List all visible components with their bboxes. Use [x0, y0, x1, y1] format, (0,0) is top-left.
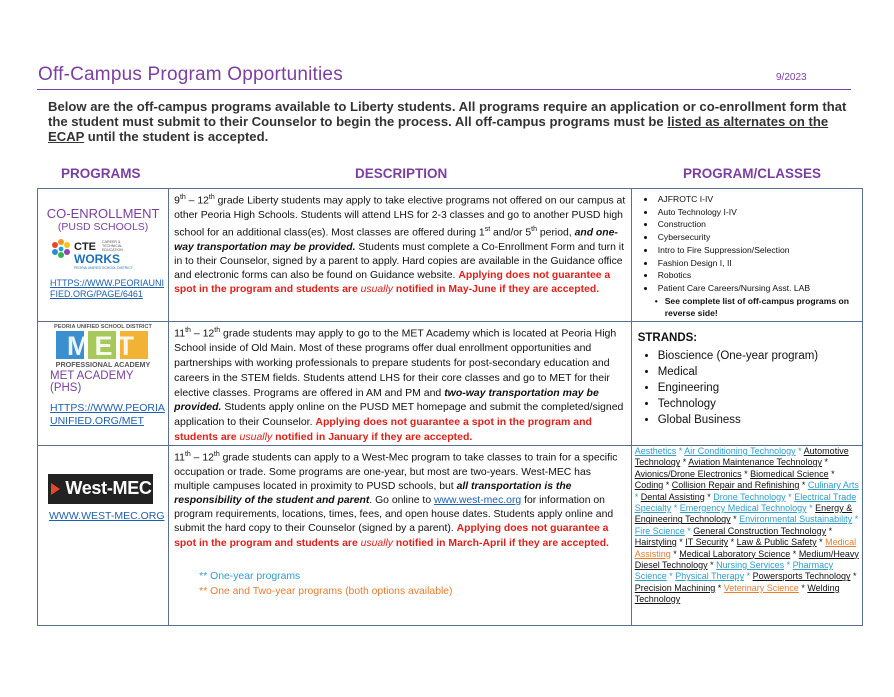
westmec-program-link[interactable]: Medium/Heavy Diesel Technology: [634, 548, 859, 570]
separator-star: *: [850, 571, 857, 582]
page-title: Off-Campus Program Opportunities: [38, 64, 343, 85]
westmec-program-link[interactable]: Automotive Technology: [634, 445, 849, 468]
desc-sup: th: [184, 450, 191, 458]
westmec-inline-link[interactable]: www.west-mec.org: [434, 494, 522, 506]
westmec-program-link[interactable]: Biomedical Science: [750, 468, 829, 479]
desc-text: – 12: [190, 452, 214, 464]
classes-cell-met: [631, 322, 862, 446]
westmec-program-link[interactable]: Avionics/Drone Electronics: [634, 468, 742, 479]
desc-warning: Applying does not guarantee a spot in the program and students are: [174, 269, 611, 296]
westmec-program-link[interactable]: Medical Laboratory Science: [679, 548, 791, 559]
desc-warning-italic: usually: [360, 537, 393, 549]
description-westmec: [169, 446, 631, 551]
class-list-item: • Cybersecurity: [656, 231, 862, 244]
separator-star: *: [666, 571, 676, 582]
classes-cell-westmec: [631, 445, 862, 625]
program-cell-coenrollment: [38, 189, 169, 322]
westmec-program-link[interactable]: Precision Machining: [634, 582, 716, 593]
met-logo-letters: MET: [67, 331, 140, 361]
program-sub-coenrollment: (PUSD SCHOOLS): [57, 221, 149, 233]
description-cell-westmec: [169, 445, 632, 625]
desc-text: – 12: [190, 327, 215, 340]
desc-text: 11: [174, 452, 185, 464]
coenrollment-link[interactable]: HTTPS://WWW.PEORIAUNIFIED.ORG/PAGE/6461: [50, 278, 164, 299]
westmec-programs-list: [632, 446, 862, 606]
west-mec-logo: [48, 474, 153, 504]
separator-star: *: [852, 514, 859, 525]
description-cell-coenrollment: [169, 189, 632, 322]
class-list-item: • Auto Technology I-IV: [656, 206, 862, 219]
description-met: [169, 322, 631, 445]
desc-emphasis: all transportation is the responsibility of the student and parent: [174, 480, 572, 506]
separator-star: *: [671, 502, 680, 513]
met-logo-district: PEORIA UNIFIED SCHOOL DISTRICT: [54, 324, 153, 330]
title-divider: [37, 89, 851, 90]
class-list-item: • Robotics: [656, 269, 862, 282]
classes-note: • See complete list of off-campus programs on reverse side!: [632, 295, 862, 320]
intro-text-2: until the student is accepted.: [84, 129, 269, 144]
separator-star: *: [676, 445, 685, 456]
westmec-link[interactable]: WWW.WEST-MEC.ORG: [49, 509, 165, 522]
cte-works-logo-graphic: [48, 236, 158, 272]
desc-text: 9: [174, 195, 180, 207]
westmec-program-link[interactable]: Electrical Trade Specialty: [634, 491, 857, 513]
desc-warning: notified in March-April if they are accepted.: [393, 537, 609, 549]
westmec-program-link[interactable]: Dental Assisting: [640, 491, 705, 502]
strands-label: STRANDS:: [637, 332, 698, 344]
separator-star: *: [704, 491, 714, 502]
separator-star: *: [676, 537, 686, 548]
separator-star: *: [728, 537, 737, 548]
separator-star: *: [790, 548, 799, 559]
desc-warning: notified in May-June if they are accepted.: [393, 284, 600, 296]
class-list-item: • Intro to Fire Suppression/Selection: [656, 244, 862, 257]
classes-note-text: See complete list of off-campus programs on reverse side!: [664, 295, 850, 319]
separator-star: *: [684, 525, 694, 536]
westmec-program-link[interactable]: Powersports Technology: [752, 571, 851, 582]
desc-emphasis: and one-way transportation may be provided.: [174, 227, 618, 253]
strand-list-item: • Bioscience (One-year program): [658, 348, 862, 364]
desc-text: 11: [174, 327, 186, 340]
cte-logo-works: WORKS: [74, 252, 121, 266]
westmec-program-link[interactable]: Hairstyling: [634, 537, 677, 548]
legend-one-and-two-year: ** One and Two-year programs (both options available): [199, 585, 453, 597]
westmec-program-link[interactable]: Air Conditioning Technology: [684, 445, 796, 456]
classes-column-header: PROGRAM/CLASSES: [683, 166, 822, 181]
separator-star: *: [680, 457, 689, 468]
strands-list: [632, 348, 862, 428]
westmec-program-link[interactable]: Physical Therapy: [675, 571, 745, 582]
separator-star: *: [715, 582, 724, 593]
program-cell-met: [38, 322, 169, 446]
cte-logo-small-1: CAREER &: [102, 240, 121, 244]
westmec-program-link[interactable]: Culinary Arts: [807, 480, 859, 491]
met-logo-graphic: [44, 322, 162, 370]
desc-text: Students must complete a Co-Enrollment Form and turn it in to their Counselor, signed by a parent to apply. Hard copies are available in the Guidance office and electronic forms can also be found on Guidance website.: [174, 241, 625, 281]
westmec-program-link[interactable]: Drone Technology: [713, 491, 786, 502]
desc-text: Students apply online on the PUSD MET homepage and submit the completed/signed application to their Counselor.: [174, 401, 624, 429]
westmec-program-link[interactable]: Pharmacy Science: [634, 559, 834, 582]
separator-star: *: [730, 514, 740, 525]
desc-sup: st: [484, 225, 491, 233]
separator-star: *: [816, 537, 826, 548]
desc-sup: th: [185, 327, 191, 334]
programs-table: [37, 188, 863, 626]
description-column-header: DESCRIPTION: [355, 166, 448, 181]
separator-star: *: [670, 548, 680, 559]
desc-sup: th: [214, 327, 221, 334]
westmec-program-link[interactable]: Welding Technology: [634, 582, 840, 605]
strand-list-item: • Technology: [658, 396, 862, 412]
west-mec-logo-text: West-MEC: [65, 478, 152, 499]
cte-logo-small-2: TECHNICAL: [102, 244, 123, 248]
desc-text: . Go online to: [369, 494, 434, 506]
program-name-met: MET ACADEMY: [50, 370, 134, 382]
separator-star: *: [798, 582, 808, 593]
table-row-met: [38, 322, 863, 446]
westmec-program-link[interactable]: Veterinary Science: [723, 582, 799, 593]
separator-star: *: [785, 491, 795, 502]
separator-star: *: [795, 445, 804, 456]
programs-column-header: PROGRAMS: [61, 166, 141, 181]
westmec-program-link[interactable]: IT Security: [685, 537, 729, 548]
coenrollment-classes-list: [632, 193, 862, 295]
desc-sup: th: [531, 225, 538, 233]
desc-emphasis: two-way transportation may be provided.: [174, 386, 599, 414]
westmec-program-link[interactable]: Aviation Maintenance Technology: [688, 457, 823, 468]
program-sub-met: (PHS): [50, 382, 82, 394]
desc-text: for information on program requirements, locations, times, fees, and open house dates. Students apply online and submit the hard copy to their Counselor (signed by a parent).: [174, 494, 614, 535]
classes-cell-coenrollment: [631, 189, 862, 322]
westmec-program-link[interactable]: Aesthetics: [634, 445, 677, 456]
met-link[interactable]: HTTPS://WWW.PEORIAUNIFIED.ORG/MET: [50, 402, 165, 427]
cte-logo-word: CTE: [74, 241, 97, 253]
intro-underlined-text: listed as alternates on the ECAP: [48, 114, 829, 144]
separator-star: *: [826, 525, 833, 536]
desc-warning-italic: usually: [239, 431, 273, 444]
desc-sup: th: [208, 194, 215, 201]
program-cell-westmec: [38, 445, 169, 625]
separator-star: *: [741, 468, 751, 479]
separator-star: *: [634, 491, 641, 502]
desc-text: and/or 5: [490, 227, 532, 239]
desc-warning: Applying does not guarantee a spot in the program and students are: [174, 416, 592, 444]
cte-logo-small-3: EDUCATION: [102, 248, 123, 252]
strand-list-item: • Medical: [658, 364, 862, 380]
westmec-program-link[interactable]: Energy & Engineering Technology: [634, 502, 853, 525]
cte-logo-district: PEORIA UNIFIED SCHOOL DISTRICT: [74, 266, 133, 270]
description-coenrollment: [169, 189, 631, 297]
separator-star: *: [799, 480, 808, 491]
westmec-program-link[interactable]: Environmental Sustainability: [739, 514, 853, 525]
intro-text-1: Below are the off-campus programs available to Liberty students. All programs require an application or co-enrollment form that the student must submit to their Counselor to begin the process. All off-campus programs must be: [48, 99, 847, 129]
description-cell-met: [169, 322, 632, 446]
desc-text: grade students can apply to a West-Mec program to take classes to train for a specific occupation or trade. Some programs are one-year, but most are two-years. West-MEC has multiple campuses located in proximity to PUSD schools, but: [174, 452, 618, 492]
westmec-program-link[interactable]: Nursing Services: [716, 559, 785, 570]
program-name-coenrollment: CO-ENROLLMENT: [46, 206, 160, 221]
class-list-item: • Fashion Design I, II: [656, 257, 862, 270]
strand-list-item: • Engineering: [658, 380, 862, 396]
desc-warning: notified in January if they are accepted.: [272, 431, 473, 444]
desc-sup: th: [179, 194, 186, 201]
westmec-program-link[interactable]: Coding: [634, 480, 664, 491]
class-list-item: • Patient Care Careers/Nursing Asst. LAB: [656, 282, 862, 295]
desc-text: grade students may apply to go to the MET Academy which is located at Peoria High School inside of Old Main. Most of these programs offer dual enrollment opportunities and partnerships with working professionals to prepare students for post-secondary education and careers in the STEM fields. Students attend LHS for their core classes and go to MET for their elective classes. Programs are offered in AM and PM and: [174, 327, 617, 399]
intro-paragraph: [48, 99, 848, 144]
separator-star: *: [822, 457, 829, 468]
westmec-program-link[interactable]: Fire Science: [634, 525, 685, 536]
separator-star: *: [744, 571, 753, 582]
legend-one-year: ** One-year programs: [199, 570, 301, 582]
cte-works-logo: [38, 236, 168, 272]
class-list-item: • AJFROTC I-IV: [656, 193, 862, 206]
desc-text: grade Liberty students may apply to take elective programs not offered on our campus at other Peoria High Schools. Students will attend LHS for 2-3 classes and go to another PUSD high school for an additional class(es). Most classes are offered during 1: [174, 195, 626, 239]
class-list-item: • Construction: [656, 218, 862, 231]
desc-warning: Applying does not guarantee a spot in the program and students are: [174, 523, 609, 549]
separator-star: *: [784, 559, 793, 570]
westmec-program-link[interactable]: Collision Repair and Refinishing: [671, 480, 800, 491]
westmec-program-link[interactable]: Medical Assisting: [634, 537, 857, 559]
westmec-program-link[interactable]: General Construction Technology: [693, 525, 827, 536]
met-academy-logo: [38, 322, 168, 370]
west-mec-chevron-icon: [49, 481, 63, 497]
desc-sup: th: [213, 450, 220, 458]
date-label: 9/2023: [776, 72, 807, 83]
strand-list-item: • Global Business: [658, 412, 862, 428]
desc-warning-italic: usually: [360, 284, 393, 296]
table-row-westmec: [38, 445, 863, 625]
desc-text: – 12: [185, 195, 209, 207]
separator-star: *: [663, 480, 672, 491]
separator-star: *: [828, 468, 835, 479]
separator-star: *: [806, 502, 816, 513]
desc-text: period,: [537, 227, 575, 239]
westmec-program-link[interactable]: Law & Public Safety: [736, 537, 817, 548]
table-row-coenrollment: [38, 189, 863, 322]
westmec-program-link[interactable]: Emergency Medical Technology: [679, 502, 807, 513]
separator-star: *: [707, 559, 717, 570]
met-logo-academy: PROFESSIONAL ACADEMY: [55, 360, 151, 369]
